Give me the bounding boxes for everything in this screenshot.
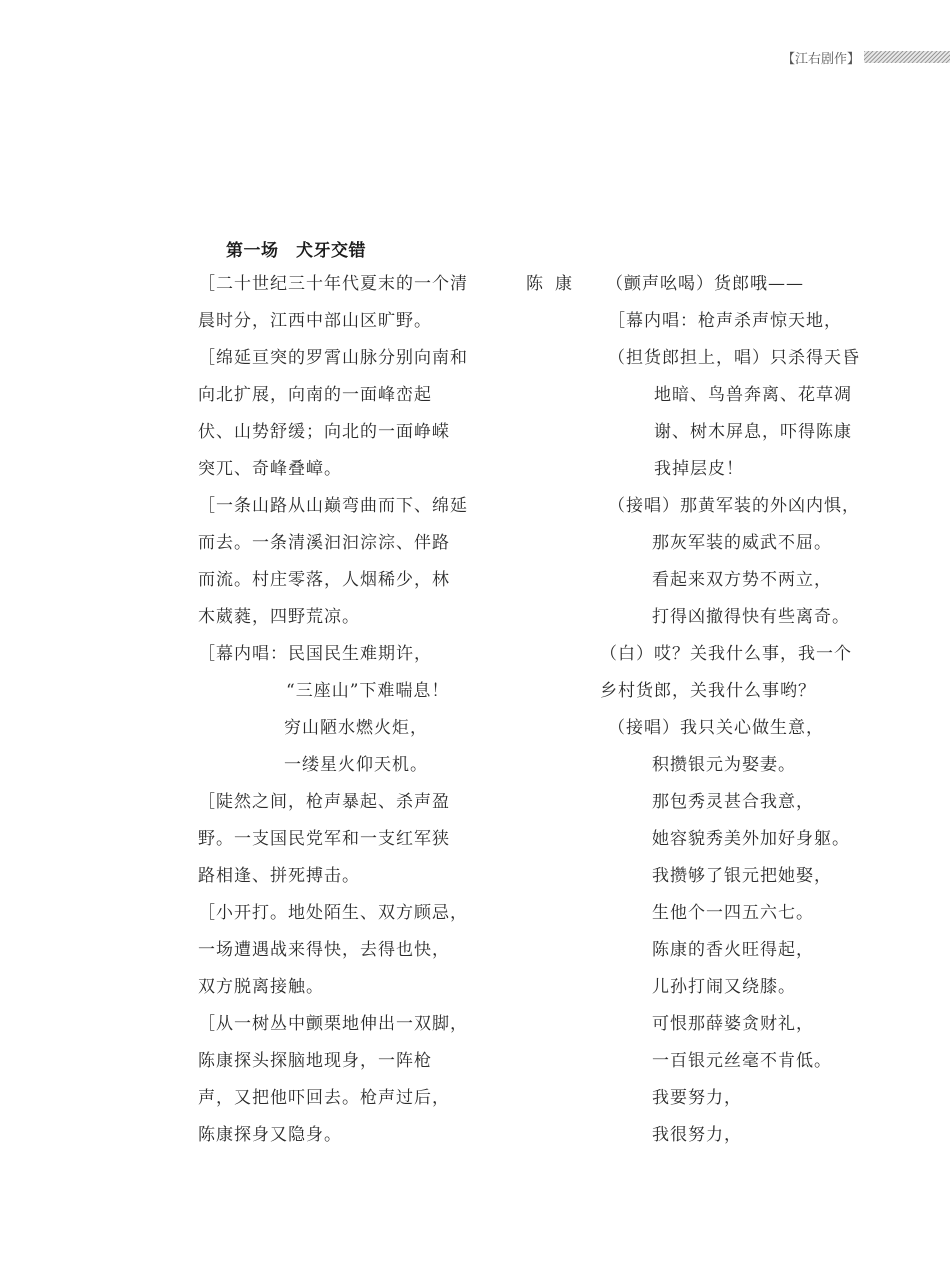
text-line: ［一条山路从山巅弯曲而下、绵延 — [198, 496, 468, 516]
text-line: 积攒银元为娶妻。 — [652, 755, 796, 775]
header-stripe-decoration — [864, 51, 950, 63]
text-line: ［幕内唱：枪声杀声惊天地， — [608, 311, 842, 331]
text-line: 而去。一条清溪汩汩淙淙、伴路 — [198, 533, 450, 553]
text-line: 她容貌秀美外加好身躯。 — [652, 829, 850, 849]
text-line: 我掉层皮！ — [654, 459, 744, 479]
text-line: 陈康探头探脑地现身，一阵枪 — [198, 1051, 432, 1071]
text-line: （担货郎担上，唱）只杀得天昏 — [608, 348, 860, 368]
stage-direction: （颤声吆喝）货郎哦—— — [606, 274, 804, 294]
text-line: 那灰军装的威武不屈。 — [652, 533, 832, 553]
text-line: （白）哎？关我什么事，我一个 — [600, 644, 852, 664]
text-line: 地暗、鸟兽奔离、花草凋 — [654, 385, 852, 405]
text-line: 伏、山势舒缓；向北的一面峥嵘 — [198, 422, 450, 442]
text-line: ［陡然之间，枪声暴起、杀声盈 — [198, 792, 450, 812]
text-line: （接唱）那黄军装的外凶内惧， — [608, 496, 860, 516]
text-line: 突兀、奇峰叠嶂。 — [198, 459, 342, 479]
text-line: 向北扩展，向南的一面峰峦起 — [198, 385, 432, 405]
text-line: 看起来双方势不两立， — [652, 570, 832, 590]
text-line: 我很努力， — [652, 1125, 742, 1145]
text-line: 乡村货郎，关我什么事哟？ — [600, 681, 816, 701]
text-line: 一缕星火仰天机。 — [284, 755, 428, 775]
text-line: ［绵延亘突的罗霄山脉分别向南和 — [198, 348, 468, 368]
speaker-name: 陈康 — [526, 274, 584, 294]
text-line: 陈康的香火旺得起， — [652, 940, 814, 960]
text-line: 一场遭遇战来得快，去得也快， — [198, 940, 450, 960]
text-line: 打得凶撤得快有些离奇。 — [652, 607, 850, 627]
section-label: 【江右剧作】 — [781, 51, 860, 67]
text-line: （接唱）我只关心做生意， — [608, 718, 824, 738]
text-line: ［二十世纪三十年代夏末的一个清 — [198, 274, 468, 294]
text-line: 木葳蕤，四野荒凉。 — [198, 607, 360, 627]
text-line: 儿孙打闹又绕膝。 — [652, 977, 796, 997]
text-line: 双方脱离接触。 — [198, 977, 324, 997]
text-line: 声，又把他吓回去。枪声过后， — [198, 1088, 450, 1108]
scene-title: 第一场 犬牙交错 — [226, 241, 366, 261]
text-line: “三座山”下难喘息！ — [286, 681, 450, 701]
text-line: 可恨那薛婆贪财礼， — [652, 1014, 814, 1034]
text-line: 晨时分，江西中部山区旷野。 — [198, 311, 432, 331]
text-line: 我要努力， — [652, 1088, 742, 1108]
text-line: 生他个一四五六七。 — [652, 903, 814, 923]
text-line: 谢、树木屏息，吓得陈康 — [654, 422, 852, 442]
text-line: 我攒够了银元把她娶， — [652, 866, 832, 886]
page-header — [782, 47, 950, 67]
text-line: 一百银元丝毫不肯低。 — [652, 1051, 832, 1071]
right-column — [526, 266, 886, 1154]
left-column — [198, 266, 483, 1154]
text-line: 穷山陋水燃火炬， — [284, 718, 428, 738]
text-line: 野。一支国民党军和一支红军狭 — [198, 829, 450, 849]
text-line: 陈康探身又隐身。 — [198, 1125, 342, 1145]
text-line: ［幕内唱：民国民生难期许， — [198, 644, 432, 664]
speaker-line — [526, 266, 886, 303]
text-line: 而流。村庄零落，人烟稀少，林 — [198, 570, 450, 590]
text-line: 路相逢、拼死搏击。 — [198, 866, 360, 886]
text-line: ［小开打。地处陌生、双方顾忌， — [198, 903, 468, 923]
text-line: ［从一树丛中颤栗地伸出一双脚， — [198, 1014, 468, 1034]
text-line: 那包秀灵甚合我意， — [652, 792, 814, 812]
